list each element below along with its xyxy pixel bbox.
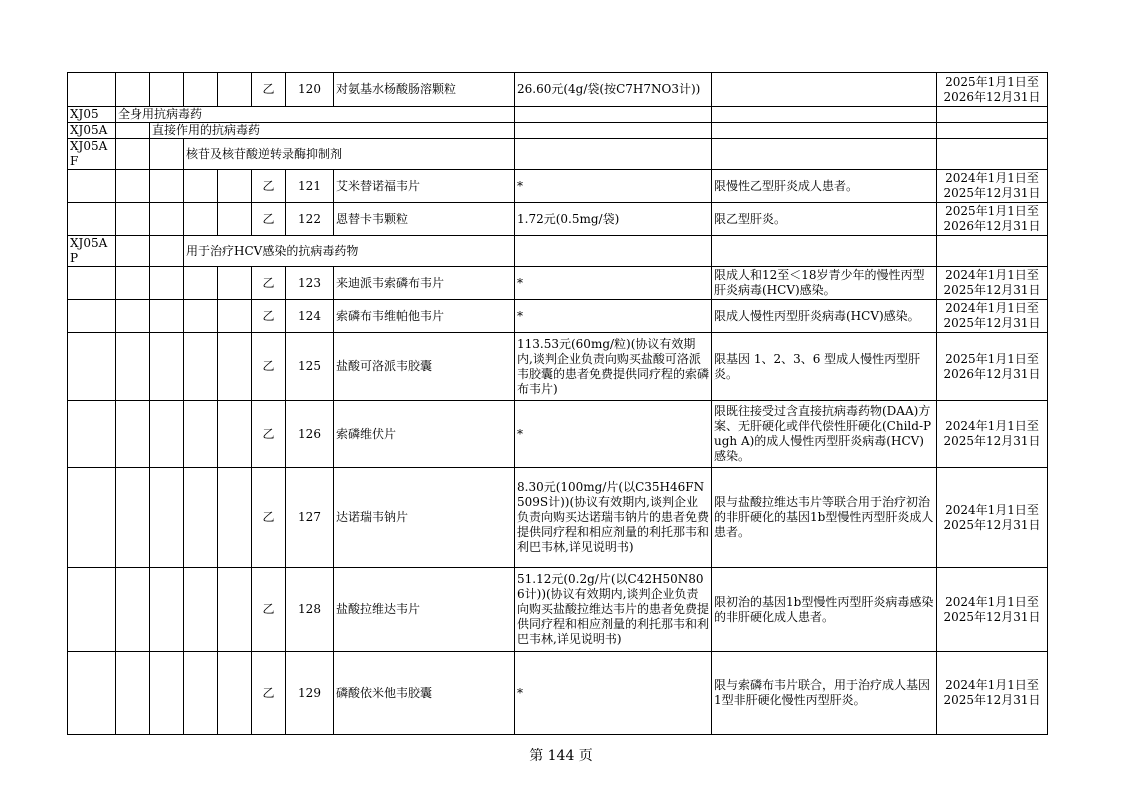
empty-cell xyxy=(184,170,218,203)
empty-cell xyxy=(184,267,218,300)
empty-cell xyxy=(184,652,218,735)
drug-name-cell: 恩替卡韦颗粒 xyxy=(334,203,515,236)
empty-cell xyxy=(150,468,184,568)
drug-name-cell: 对氨基水杨酸肠溶颗粒 xyxy=(334,73,515,107)
item-number-cell: 126 xyxy=(286,401,334,468)
validity-date-cell: 2025年1月1日至 2026年12月31日 xyxy=(937,203,1048,236)
empty-cell xyxy=(184,73,218,107)
empty-cell xyxy=(150,300,184,333)
category-type-cell: 乙 xyxy=(252,300,286,333)
empty-cell xyxy=(184,300,218,333)
empty-cell xyxy=(116,236,150,267)
validity-date-cell: 2024年1月1日至 2025年12月31日 xyxy=(937,468,1048,568)
empty-cell xyxy=(116,468,150,568)
price-cell: 113.53元(60mg/粒)(协议有效期内,谈判企业负责向购买盐酸可洛派韦胶囊的患者免费提供同疗程的索磷布韦片) xyxy=(515,333,712,401)
empty-cell xyxy=(218,73,252,107)
item-number-cell: 121 xyxy=(286,170,334,203)
category-code-cell: XJ05AP xyxy=(68,236,116,267)
empty-cell xyxy=(68,468,116,568)
category-type-cell: 乙 xyxy=(252,203,286,236)
category-type-cell: 乙 xyxy=(252,333,286,401)
restriction-cell: 限与索磷布韦片联合，用于治疗成人基因1型非肝硬化慢性丙型肝炎。 xyxy=(712,652,937,735)
empty-cell xyxy=(184,468,218,568)
empty-cell xyxy=(184,568,218,652)
empty-cell xyxy=(218,468,252,568)
empty-cell xyxy=(150,652,184,735)
empty-cell xyxy=(68,401,116,468)
empty-cell xyxy=(184,203,218,236)
drug-row xyxy=(68,468,1048,568)
empty-cell xyxy=(116,652,150,735)
empty-cell xyxy=(150,401,184,468)
empty-cell xyxy=(116,568,150,652)
category-code-cell: XJ05A xyxy=(68,123,116,139)
price-cell: * xyxy=(515,300,712,333)
empty-date-cell xyxy=(937,107,1048,123)
price-cell: 26.60元(4g/袋(按C7H7NO3计)) xyxy=(515,73,712,107)
restriction-cell: 限既往接受过含直接抗病毒药物(DAA)方案、无肝硬化或伴代偿性肝硬化(Child-Pugh A)的成人慢性丙型肝炎病毒(HCV)感染。 xyxy=(712,401,937,468)
empty-cell xyxy=(116,401,150,468)
drug-row xyxy=(68,568,1048,652)
category-type-cell: 乙 xyxy=(252,401,286,468)
item-number-cell: 127 xyxy=(286,468,334,568)
item-number-cell: 122 xyxy=(286,203,334,236)
item-number-cell: 125 xyxy=(286,333,334,401)
category-row xyxy=(68,139,1048,170)
empty-cell xyxy=(218,300,252,333)
category-code-cell: XJ05 xyxy=(68,107,116,123)
item-number-cell: 123 xyxy=(286,267,334,300)
drug-row xyxy=(68,170,1048,203)
category-row xyxy=(68,123,1048,139)
drug-name-cell: 艾米替诺福韦片 xyxy=(334,170,515,203)
restriction-cell: 限基因 1、2、3、6 型成人慢性丙型肝炎。 xyxy=(712,333,937,401)
empty-cell xyxy=(218,401,252,468)
item-number-cell: 120 xyxy=(286,73,334,107)
empty-date-cell xyxy=(937,139,1048,170)
empty-cell xyxy=(218,203,252,236)
category-type-cell: 乙 xyxy=(252,267,286,300)
category-code-cell: XJ05AF xyxy=(68,139,116,170)
empty-cell xyxy=(218,568,252,652)
drug-name-cell: 索磷维伏片 xyxy=(334,401,515,468)
item-number-cell: 129 xyxy=(286,652,334,735)
category-type-cell: 乙 xyxy=(252,652,286,735)
restriction-cell: 限成人和12至＜18岁青少年的慢性丙型肝炎病毒(HCV)感染。 xyxy=(712,267,937,300)
price-cell: * xyxy=(515,267,712,300)
restriction-cell xyxy=(712,73,937,107)
restriction-cell: 限乙型肝炎。 xyxy=(712,203,937,236)
drug-row xyxy=(68,300,1048,333)
category-type-cell: 乙 xyxy=(252,568,286,652)
empty-cell xyxy=(68,203,116,236)
drug-name-cell: 磷酸依米他韦胶囊 xyxy=(334,652,515,735)
empty-restriction-cell xyxy=(712,139,937,170)
empty-cell xyxy=(116,203,150,236)
empty-price-cell xyxy=(515,107,712,123)
empty-date-cell xyxy=(937,123,1048,139)
drug-name-cell: 达诺瑞韦钠片 xyxy=(334,468,515,568)
empty-cell xyxy=(68,333,116,401)
drug-catalog-table xyxy=(67,72,1048,735)
validity-date-cell: 2025年1月1日至 2026年12月31日 xyxy=(937,73,1048,107)
price-cell: 1.72元(0.5mg/袋) xyxy=(515,203,712,236)
page-number: 第 144 页 xyxy=(529,748,593,764)
empty-cell xyxy=(218,267,252,300)
drug-row xyxy=(68,73,1048,107)
empty-cell xyxy=(68,652,116,735)
empty-cell xyxy=(116,170,150,203)
category-label-cell: 核苷及核苷酸逆转录酶抑制剂 xyxy=(184,139,515,170)
category-label-cell: 全身用抗病毒药 xyxy=(116,107,515,123)
category-label-cell: 直接作用的抗病毒药 xyxy=(150,123,515,139)
restriction-cell: 限慢性乙型肝炎成人患者。 xyxy=(712,170,937,203)
empty-cell xyxy=(218,333,252,401)
empty-price-cell xyxy=(515,139,712,170)
empty-cell xyxy=(68,568,116,652)
category-type-cell: 乙 xyxy=(252,170,286,203)
empty-cell xyxy=(218,652,252,735)
empty-restriction-cell xyxy=(712,123,937,139)
empty-cell xyxy=(116,267,150,300)
empty-restriction-cell xyxy=(712,236,937,267)
empty-cell xyxy=(116,123,150,139)
price-cell: 51.12元(0.2g/片(以C42H50N806计))(协议有效期内,谈判企业负责向购买盐酸拉维达韦片的患者免费提供同疗程和相应剂量的利托那韦和利巴韦林,详见说明书) xyxy=(515,568,712,652)
empty-cell xyxy=(184,401,218,468)
validity-date-cell: 2024年1月1日至 2025年12月31日 xyxy=(937,300,1048,333)
drug-row xyxy=(68,203,1048,236)
category-type-cell: 乙 xyxy=(252,468,286,568)
empty-cell xyxy=(150,568,184,652)
drug-row xyxy=(68,401,1048,468)
item-number-cell: 124 xyxy=(286,300,334,333)
drug-name-cell: 盐酸可洛派韦胶囊 xyxy=(334,333,515,401)
category-label-cell: 用于治疗HCV感染的抗病毒药物 xyxy=(184,236,515,267)
drug-name-cell: 来迪派韦索磷布韦片 xyxy=(334,267,515,300)
restriction-cell: 限成人慢性丙型肝炎病毒(HCV)感染。 xyxy=(712,300,937,333)
validity-date-cell: 2025年1月1日至 2026年12月31日 xyxy=(937,333,1048,401)
empty-cell xyxy=(116,73,150,107)
empty-price-cell xyxy=(515,236,712,267)
empty-cell xyxy=(218,170,252,203)
empty-cell xyxy=(150,170,184,203)
empty-cell xyxy=(68,73,116,107)
category-row xyxy=(68,236,1048,267)
item-number-cell: 128 xyxy=(286,568,334,652)
drug-row xyxy=(68,652,1048,735)
empty-cell xyxy=(68,267,116,300)
empty-restriction-cell xyxy=(712,107,937,123)
validity-date-cell: 2024年1月1日至 2025年12月31日 xyxy=(937,652,1048,735)
empty-cell xyxy=(116,300,150,333)
drug-name-cell: 盐酸拉维达韦片 xyxy=(334,568,515,652)
price-cell: * xyxy=(515,652,712,735)
restriction-cell: 限初治的基因1b型慢性丙型肝炎病毒感染的非肝硬化成人患者。 xyxy=(712,568,937,652)
empty-cell xyxy=(116,139,150,170)
empty-date-cell xyxy=(937,236,1048,267)
category-type-cell: 乙 xyxy=(252,73,286,107)
empty-cell xyxy=(150,267,184,300)
empty-cell xyxy=(68,170,116,203)
validity-date-cell: 2024年1月1日至 2025年12月31日 xyxy=(937,401,1048,468)
drug-name-cell: 索磷布韦维帕他韦片 xyxy=(334,300,515,333)
empty-cell xyxy=(68,300,116,333)
drug-row xyxy=(68,333,1048,401)
empty-cell xyxy=(150,236,184,267)
restriction-cell: 限与盐酸拉维达韦片等联合用于治疗初治的非肝硬化的基因1b型慢性丙型肝炎成人患者。 xyxy=(712,468,937,568)
empty-cell xyxy=(184,333,218,401)
empty-cell xyxy=(150,139,184,170)
price-cell: * xyxy=(515,401,712,468)
price-cell: * xyxy=(515,170,712,203)
empty-cell xyxy=(116,333,150,401)
category-row xyxy=(68,107,1048,123)
validity-date-cell: 2024年1月1日至 2025年12月31日 xyxy=(937,170,1048,203)
price-cell: 8.30元(100mg/片(以C35H46FN509S计))(协议有效期内,谈判企业负责向购买达诺瑞韦钠片的患者免费提供同疗程和相应剂量的利托那韦和利巴韦林,详见说明书) xyxy=(515,468,712,568)
empty-cell xyxy=(150,73,184,107)
empty-price-cell xyxy=(515,123,712,139)
drug-row xyxy=(68,267,1048,300)
validity-date-cell: 2024年1月1日至 2025年12月31日 xyxy=(937,267,1048,300)
empty-cell xyxy=(150,203,184,236)
validity-date-cell: 2024年1月1日至 2025年12月31日 xyxy=(937,568,1048,652)
empty-cell xyxy=(150,333,184,401)
